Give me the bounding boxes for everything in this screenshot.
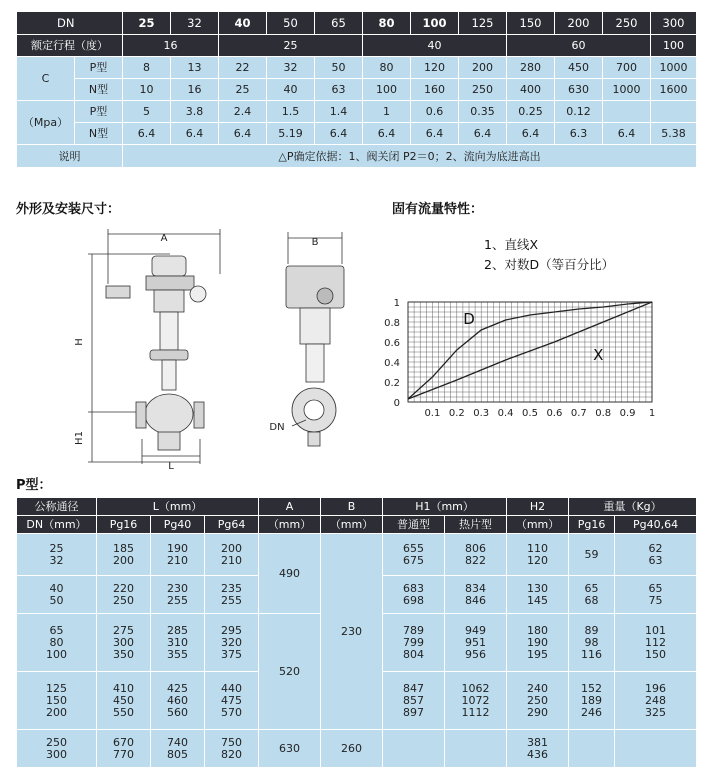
h2-header: H2 bbox=[507, 498, 569, 516]
spec-value-cell: 1000 bbox=[651, 57, 697, 79]
p-table-cell: 101 112 150 bbox=[615, 614, 697, 672]
spec-value-cell: 1.4 bbox=[315, 101, 363, 123]
spec-value-cell: 6.4 bbox=[603, 123, 651, 145]
note-text: △P确定依据：1、阀关闭 P2＝0；2、流向为底进高出 bbox=[123, 145, 697, 168]
p-table-cell: 789 799 804 bbox=[383, 614, 445, 672]
dn-col: 250 bbox=[603, 12, 651, 35]
p-table-cell: 490 bbox=[259, 534, 321, 614]
spec-value-cell: 80 bbox=[363, 57, 411, 79]
pressure-label: （Mpa） bbox=[17, 101, 75, 145]
spec-value-cell: 630 bbox=[555, 79, 603, 101]
spec-value-cell: 13 bbox=[171, 57, 219, 79]
dn-col: 65 bbox=[315, 12, 363, 35]
note-row bbox=[17, 145, 697, 168]
x-tick-label: 0.4 bbox=[497, 408, 514, 419]
spec-value-cell: 160 bbox=[411, 79, 459, 101]
p-table-cell: 260 bbox=[321, 730, 383, 768]
p-table-cell bbox=[383, 730, 445, 768]
spec-value-cell: 6.4 bbox=[315, 123, 363, 145]
x-tick-label: 0.6 bbox=[546, 408, 563, 419]
dim-a-label: A bbox=[160, 233, 168, 244]
p-table-cell: 152 189 246 bbox=[569, 672, 615, 730]
spec-value-cell: 200 bbox=[459, 57, 507, 79]
dn-header: 公称通径 bbox=[17, 498, 97, 516]
spec-value-cell: 5.19 bbox=[267, 123, 315, 145]
stroke-value: 40 bbox=[363, 35, 507, 57]
legend-linear: 1、直线X bbox=[484, 237, 539, 252]
a-header: A bbox=[259, 498, 321, 516]
dn-unit-header: DN（mm） bbox=[17, 516, 97, 534]
p-table-cell: 196 248 325 bbox=[615, 672, 697, 730]
h1-header: H1（mm） bbox=[383, 498, 507, 516]
x-tick-label: 0.7 bbox=[570, 408, 587, 419]
p-table-cell: 949 951 956 bbox=[445, 614, 507, 672]
spec-value-cell: 10 bbox=[123, 79, 171, 101]
stroke-value: 100 bbox=[651, 35, 697, 57]
p-table-cell: 1062 1072 1112 bbox=[445, 672, 507, 730]
x-tick-label: 0.8 bbox=[595, 408, 612, 419]
spec-value-cell: 2.4 bbox=[219, 101, 267, 123]
y-tick-label: 1 bbox=[393, 298, 400, 309]
h1-fin-header: 热片型 bbox=[445, 516, 507, 534]
p-table-cell: 65 75 bbox=[615, 576, 697, 614]
p-table-cell: 630 bbox=[259, 730, 321, 768]
p-table-cell: 89 98 116 bbox=[569, 614, 615, 672]
spec-value-cell: 0.6 bbox=[411, 101, 459, 123]
spec-value-cell: 0.25 bbox=[507, 101, 555, 123]
p-table-cell: 180 190 195 bbox=[507, 614, 569, 672]
series-label: X bbox=[593, 346, 604, 364]
stroke-row bbox=[17, 35, 697, 57]
p-table-cell: 655 675 bbox=[383, 534, 445, 576]
spec-value-cell: 6.4 bbox=[507, 123, 555, 145]
p-table-cell: 847 857 897 bbox=[383, 672, 445, 730]
weight-header: 重量（Kg） bbox=[569, 498, 697, 516]
flow-title: 固有流量特性： bbox=[392, 202, 484, 217]
spec-value-cell: 400 bbox=[507, 79, 555, 101]
dim-b-label: B bbox=[311, 237, 319, 248]
spec-value-cell: 6.4 bbox=[363, 123, 411, 145]
p-table-cell: 230 bbox=[321, 534, 383, 730]
mpa-p-row bbox=[17, 101, 697, 123]
dim-h1-label: H1 bbox=[74, 431, 85, 445]
p-table-cell bbox=[445, 730, 507, 768]
p-header-row-2 bbox=[17, 516, 697, 534]
legend-equal-percentage: 2、对数D（等百分比） bbox=[484, 257, 615, 272]
p-table-cell: 40 50 bbox=[17, 576, 97, 614]
spec-value-cell: 1.5 bbox=[267, 101, 315, 123]
p-table-cell: 190 210 bbox=[151, 534, 205, 576]
p-table-cell: 410 450 550 bbox=[97, 672, 151, 730]
spec-value-cell: 1000 bbox=[603, 79, 651, 101]
p-table-cell: 235 255 bbox=[205, 576, 259, 614]
spec-value-cell: 16 bbox=[171, 79, 219, 101]
spec-value-cell: 6.4 bbox=[459, 123, 507, 145]
p-table-cell: 520 bbox=[259, 614, 321, 730]
spec-value-cell: 25 bbox=[219, 79, 267, 101]
pg16-header: Pg16 bbox=[97, 516, 151, 534]
spec-value-cell: 6.4 bbox=[219, 123, 267, 145]
spec-value-cell: 22 bbox=[219, 57, 267, 79]
p-table-cell: 670 770 bbox=[97, 730, 151, 768]
spec-value-cell: 40 bbox=[267, 79, 315, 101]
spec-value-cell: 6.4 bbox=[411, 123, 459, 145]
p-table-cell: 834 846 bbox=[445, 576, 507, 614]
dn-col: 50 bbox=[267, 12, 315, 35]
y-tick-label: 0.2 bbox=[384, 378, 400, 389]
table-row bbox=[17, 534, 697, 576]
spec-value-cell: 8 bbox=[123, 57, 171, 79]
p-table-cell bbox=[569, 730, 615, 768]
dimensions-title: 外形及安装尺寸： bbox=[16, 202, 121, 217]
cv-n-row bbox=[17, 79, 697, 101]
p-table-cell: 185 200 bbox=[97, 534, 151, 576]
p-table-cell: 295 320 375 bbox=[205, 614, 259, 672]
p-table-cell: 62 63 bbox=[615, 534, 697, 576]
p-table-cell: 110 120 bbox=[507, 534, 569, 576]
spec-value-cell: 6.3 bbox=[555, 123, 603, 145]
y-tick-label: 0.4 bbox=[384, 358, 400, 369]
l-header: L（mm） bbox=[97, 498, 259, 516]
dn-col: 300 bbox=[651, 12, 697, 35]
p-table-cell: 200 210 bbox=[205, 534, 259, 576]
p-table-cell: 285 310 355 bbox=[151, 614, 205, 672]
spec-value-cell: 250 bbox=[459, 79, 507, 101]
cv-label: C bbox=[17, 57, 75, 101]
p-table-cell: 750 820 bbox=[205, 730, 259, 768]
type-label: N型 bbox=[75, 123, 123, 145]
pg64-header: Pg64 bbox=[205, 516, 259, 534]
spec-value-cell: 120 bbox=[411, 57, 459, 79]
p-table-cell: 230 255 bbox=[151, 576, 205, 614]
x-tick-label: 0.3 bbox=[473, 408, 490, 419]
y-tick-label: 0.6 bbox=[384, 338, 400, 349]
spec-value-cell: 280 bbox=[507, 57, 555, 79]
dn-col: 100 bbox=[411, 12, 459, 35]
p-table-cell: 425 460 560 bbox=[151, 672, 205, 730]
p-table-cell: 125 150 200 bbox=[17, 672, 97, 730]
spec-value-cell: 63 bbox=[315, 79, 363, 101]
p-table-cell: 440 475 570 bbox=[205, 672, 259, 730]
b-header: B bbox=[321, 498, 383, 516]
stroke-value: 25 bbox=[219, 35, 363, 57]
dn-col: 125 bbox=[459, 12, 507, 35]
series-label: D bbox=[463, 310, 475, 328]
p-table-cell: 65 68 bbox=[569, 576, 615, 614]
spec-value-cell: 1 bbox=[363, 101, 411, 123]
spec-value-cell bbox=[603, 101, 651, 123]
p-header-row-1 bbox=[17, 498, 697, 516]
spec-value-cell: 50 bbox=[315, 57, 363, 79]
spec-table bbox=[16, 11, 697, 168]
p-table-cell: 220 250 bbox=[97, 576, 151, 614]
p-table-cell: 740 805 bbox=[151, 730, 205, 768]
p-table-cell: 250 300 bbox=[17, 730, 97, 768]
note-label: 说明 bbox=[17, 145, 123, 168]
cv-p-row bbox=[17, 57, 697, 79]
dim-l-label: L bbox=[168, 461, 174, 472]
dn-col: 40 bbox=[219, 12, 267, 35]
type-label: P型 bbox=[75, 57, 123, 79]
p-type-title: P型： bbox=[16, 478, 52, 493]
spec-value-cell: 6.4 bbox=[171, 123, 219, 145]
p-table-cell: 806 822 bbox=[445, 534, 507, 576]
spec-value-cell: 0.12 bbox=[555, 101, 603, 123]
spec-value-cell: 6.4 bbox=[123, 123, 171, 145]
x-tick-label: 0.2 bbox=[448, 408, 465, 419]
dn-col: 200 bbox=[555, 12, 603, 35]
spec-value-cell: 100 bbox=[363, 79, 411, 101]
p-table-cell: 275 300 350 bbox=[97, 614, 151, 672]
y-tick-label: 0 bbox=[393, 398, 400, 409]
x-tick-label: 0.5 bbox=[522, 408, 538, 419]
spec-value-cell: 5 bbox=[123, 101, 171, 123]
dn-col: 150 bbox=[507, 12, 555, 35]
stroke-value: 16 bbox=[123, 35, 219, 57]
flow-characteristic-chart bbox=[382, 290, 672, 430]
mpa-n-row bbox=[17, 123, 697, 145]
a-unit-header: （mm） bbox=[259, 516, 321, 534]
type-label: P型 bbox=[75, 101, 123, 123]
dn-col: 32 bbox=[171, 12, 219, 35]
weight-pg4064-header: Pg40,64 bbox=[615, 516, 697, 534]
dim-dn-label: DN bbox=[269, 422, 285, 433]
spec-value-cell: 700 bbox=[603, 57, 651, 79]
dn-header: DN bbox=[17, 12, 123, 35]
spec-value-cell: 5.38 bbox=[651, 123, 697, 145]
x-tick-label: 1 bbox=[648, 408, 656, 419]
p-table-cell: 130 145 bbox=[507, 576, 569, 614]
p-type-table bbox=[16, 497, 697, 768]
stroke-label: 额定行程（度） bbox=[17, 35, 123, 57]
b-unit-header: （mm） bbox=[321, 516, 383, 534]
dn-col: 80 bbox=[363, 12, 411, 35]
x-tick-label: 0.1 bbox=[424, 408, 441, 419]
spec-value-cell: 3.8 bbox=[171, 101, 219, 123]
spec-value-cell: 450 bbox=[555, 57, 603, 79]
pg40-header: Pg40 bbox=[151, 516, 205, 534]
valve-dimension-drawing bbox=[70, 224, 370, 474]
weight-pg16-header: Pg16 bbox=[569, 516, 615, 534]
spec-value-cell: 1600 bbox=[651, 79, 697, 101]
spec-value-cell: 32 bbox=[267, 57, 315, 79]
type-label: N型 bbox=[75, 79, 123, 101]
p-table-cell: 381 436 bbox=[507, 730, 569, 768]
p-table-cell: 25 32 bbox=[17, 534, 97, 576]
p-table-cell: 240 250 290 bbox=[507, 672, 569, 730]
dim-h-label: H bbox=[74, 338, 85, 346]
p-table-cell: 59 bbox=[569, 534, 615, 576]
table-row bbox=[17, 730, 697, 768]
spec-value-cell: 0.35 bbox=[459, 101, 507, 123]
h1-normal-header: 普通型 bbox=[383, 516, 445, 534]
h2-unit-header: （mm） bbox=[507, 516, 569, 534]
spec-value-cell bbox=[651, 101, 697, 123]
p-table-cell: 683 698 bbox=[383, 576, 445, 614]
stroke-value: 60 bbox=[507, 35, 651, 57]
p-table-cell bbox=[615, 730, 697, 768]
p-table-cell: 65 80 100 bbox=[17, 614, 97, 672]
y-tick-label: 0.8 bbox=[384, 318, 400, 329]
x-tick-label: 0.9 bbox=[619, 408, 636, 419]
dn-col: 25 bbox=[123, 12, 171, 35]
spec-header-row bbox=[17, 12, 697, 35]
